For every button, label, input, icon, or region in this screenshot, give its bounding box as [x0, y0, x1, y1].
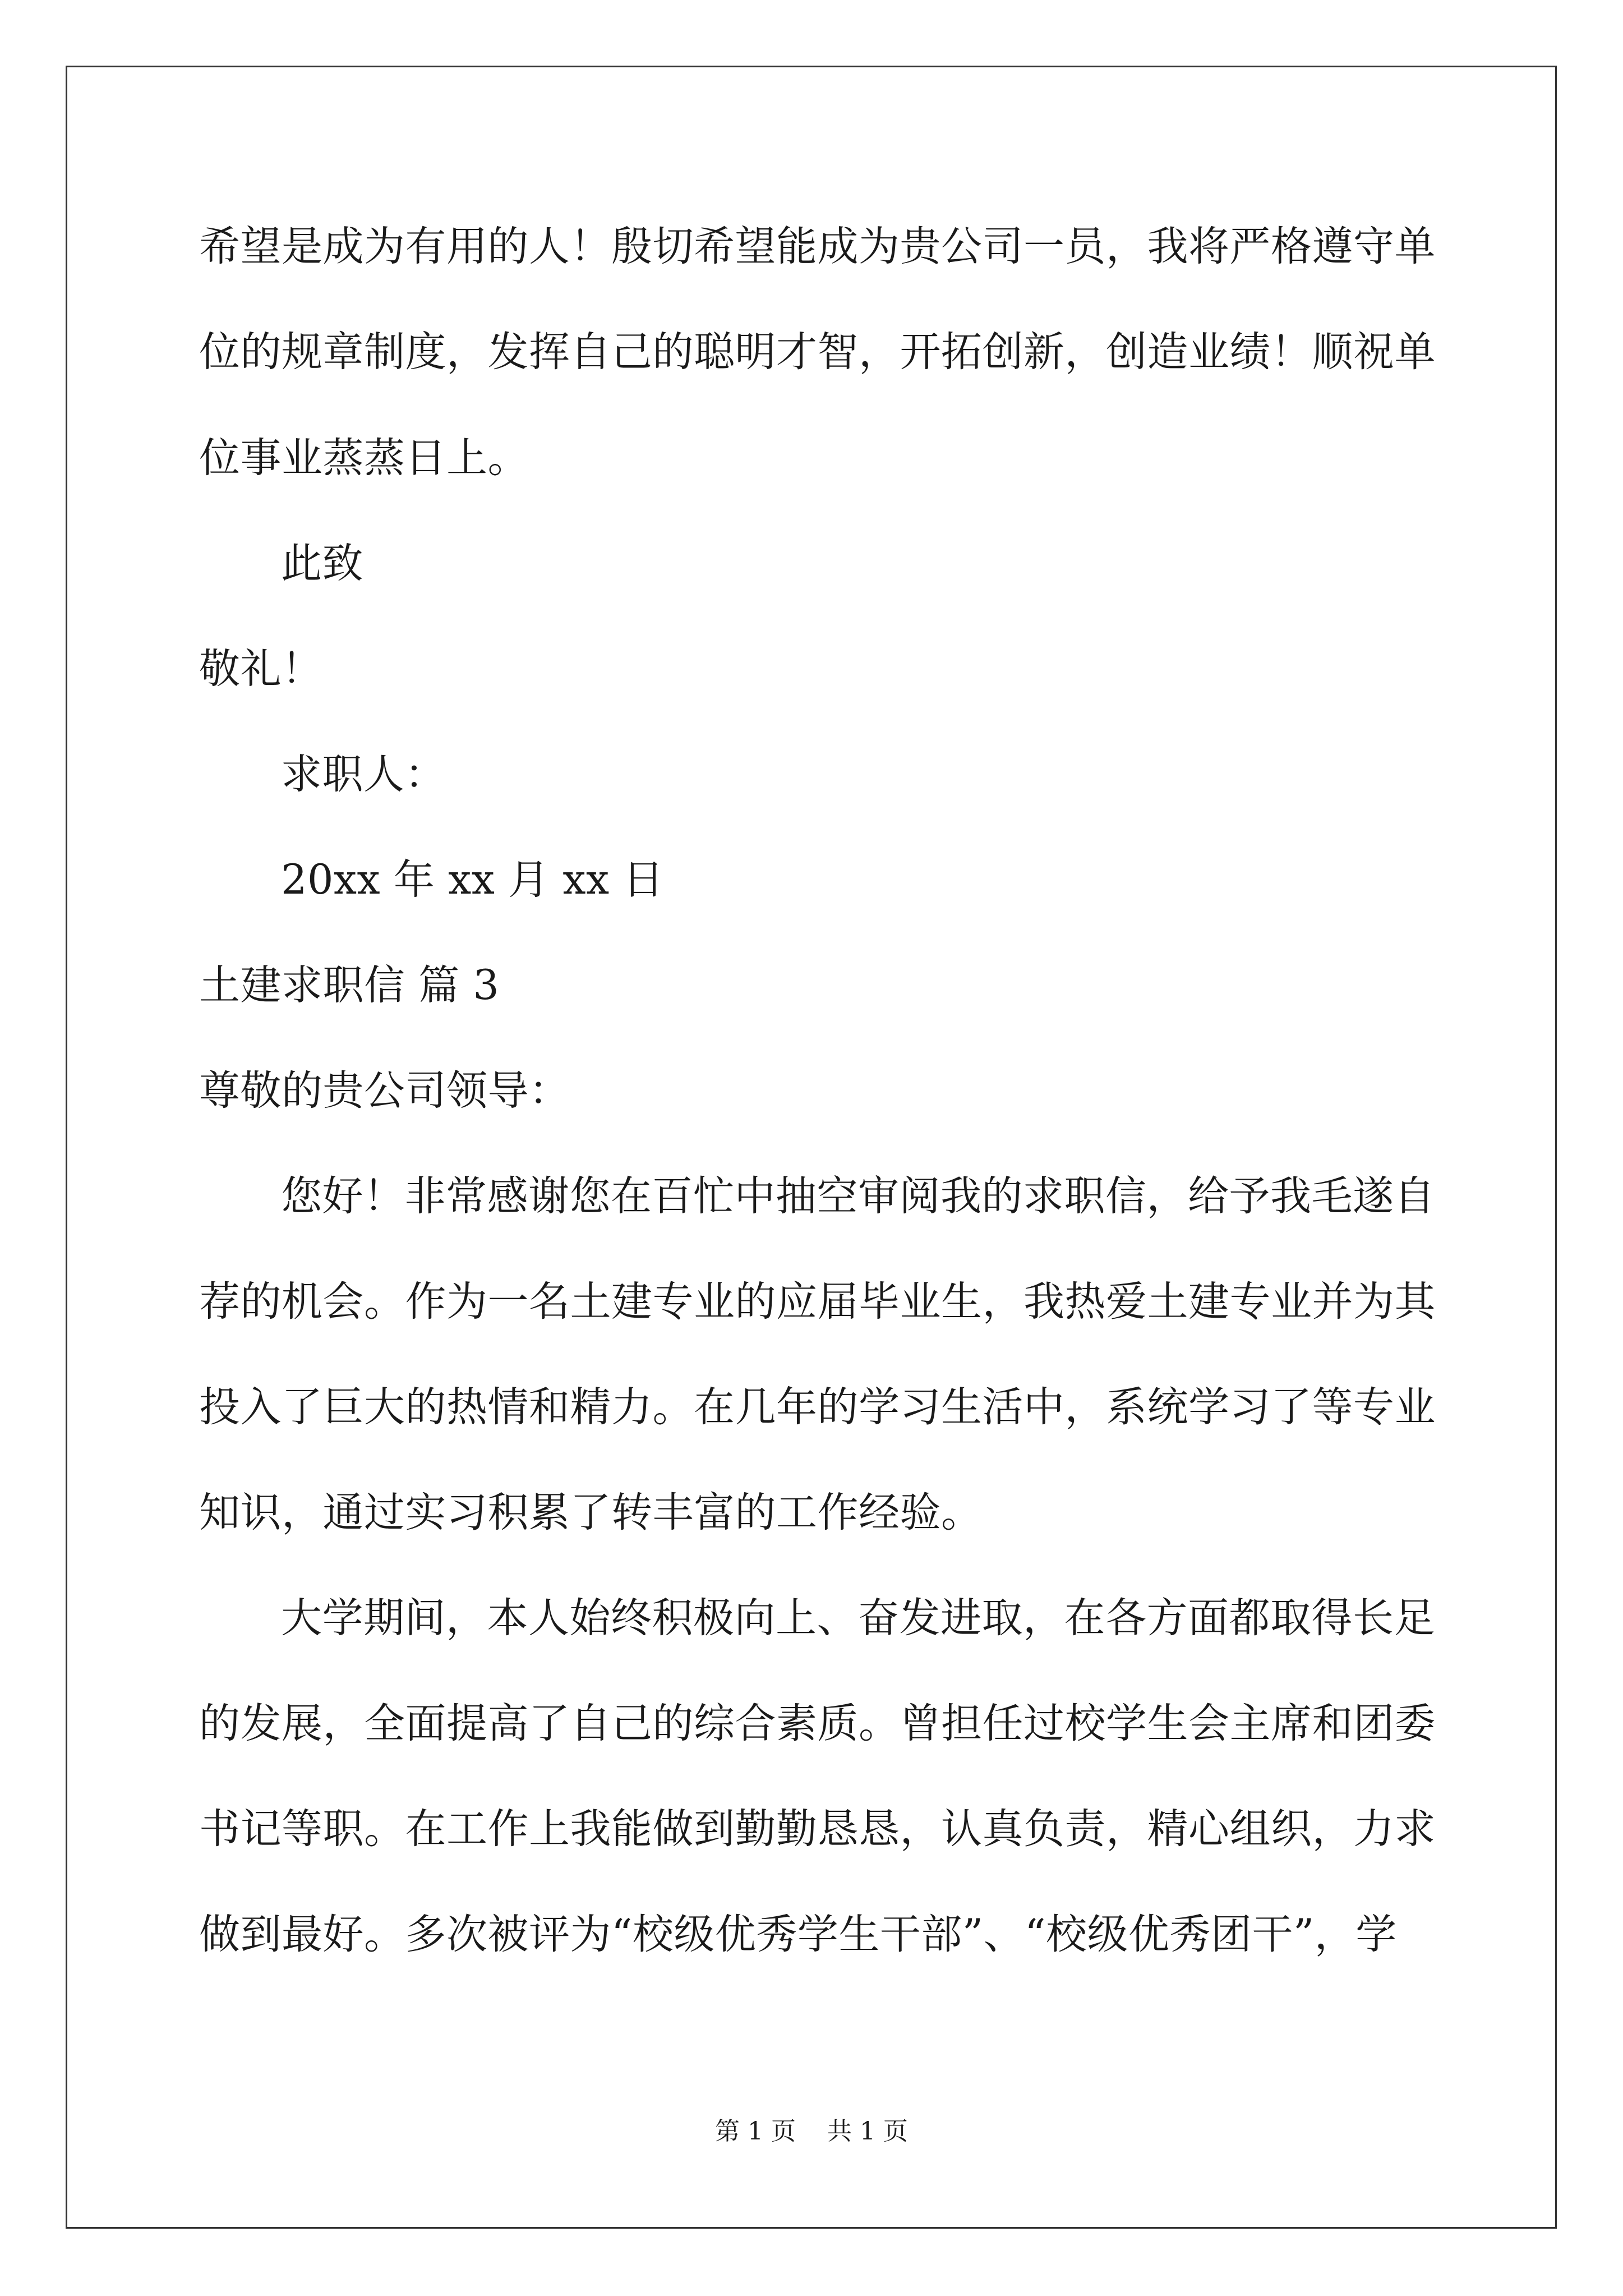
text-line: 位的规章制度，发挥自己的聪明才智，开拓创新，创造业绩！顺祝单	[199, 328, 1436, 376]
closing-salutation: 此致	[281, 540, 363, 587]
paragraph-line: 的发展，全面提高了自己的综合素质。曾担任过校学生会主席和团委	[199, 1700, 1436, 1747]
page-border	[66, 66, 1557, 2229]
text-line: 位事业蒸蒸日上。	[199, 434, 529, 482]
paragraph-line: 投入了巨大的热情和精力。在几年的学习生活中，系统学习了等专业	[199, 1383, 1436, 1431]
paragraph-line: 做到最好。多次被评为“校级优秀学生干部”、“校级优秀团干”，学	[199, 1911, 1397, 1958]
letter-date: 20xx 年 xx 月 xx 日	[281, 856, 664, 904]
text-line: 希望是成为有用的人！殷切希望能成为贵公司一员，我将严格遵守单	[199, 223, 1436, 270]
paragraph-line: 大学期间，本人始终积极向上、奋发进取，在各方面都取得长足	[281, 1594, 1435, 1642]
page-number-footer: 第 1 页 共 1 页	[715, 2117, 908, 2146]
closing-regards: 敬礼！	[199, 645, 323, 693]
paragraph-line: 知识，通过实习积累了转丰富的工作经验。	[199, 1489, 983, 1536]
section-title: 土建求职信 篇 3	[199, 961, 500, 1009]
paragraph-line: 书记等职。在工作上我能做到勤勤恳恳，认真负责，精心组织，力求	[199, 1805, 1436, 1853]
recipient: 尊敬的贵公司领导：	[199, 1067, 570, 1115]
paragraph-line: 荐的机会。作为一名土建专业的应届毕业生，我热爱土建专业并为其	[199, 1278, 1436, 1326]
paragraph-line: 您好！非常感谢您在百忙中抽空审阅我的求职信，给予我毛遂自	[281, 1172, 1435, 1220]
applicant-label: 求职人：	[281, 751, 446, 798]
